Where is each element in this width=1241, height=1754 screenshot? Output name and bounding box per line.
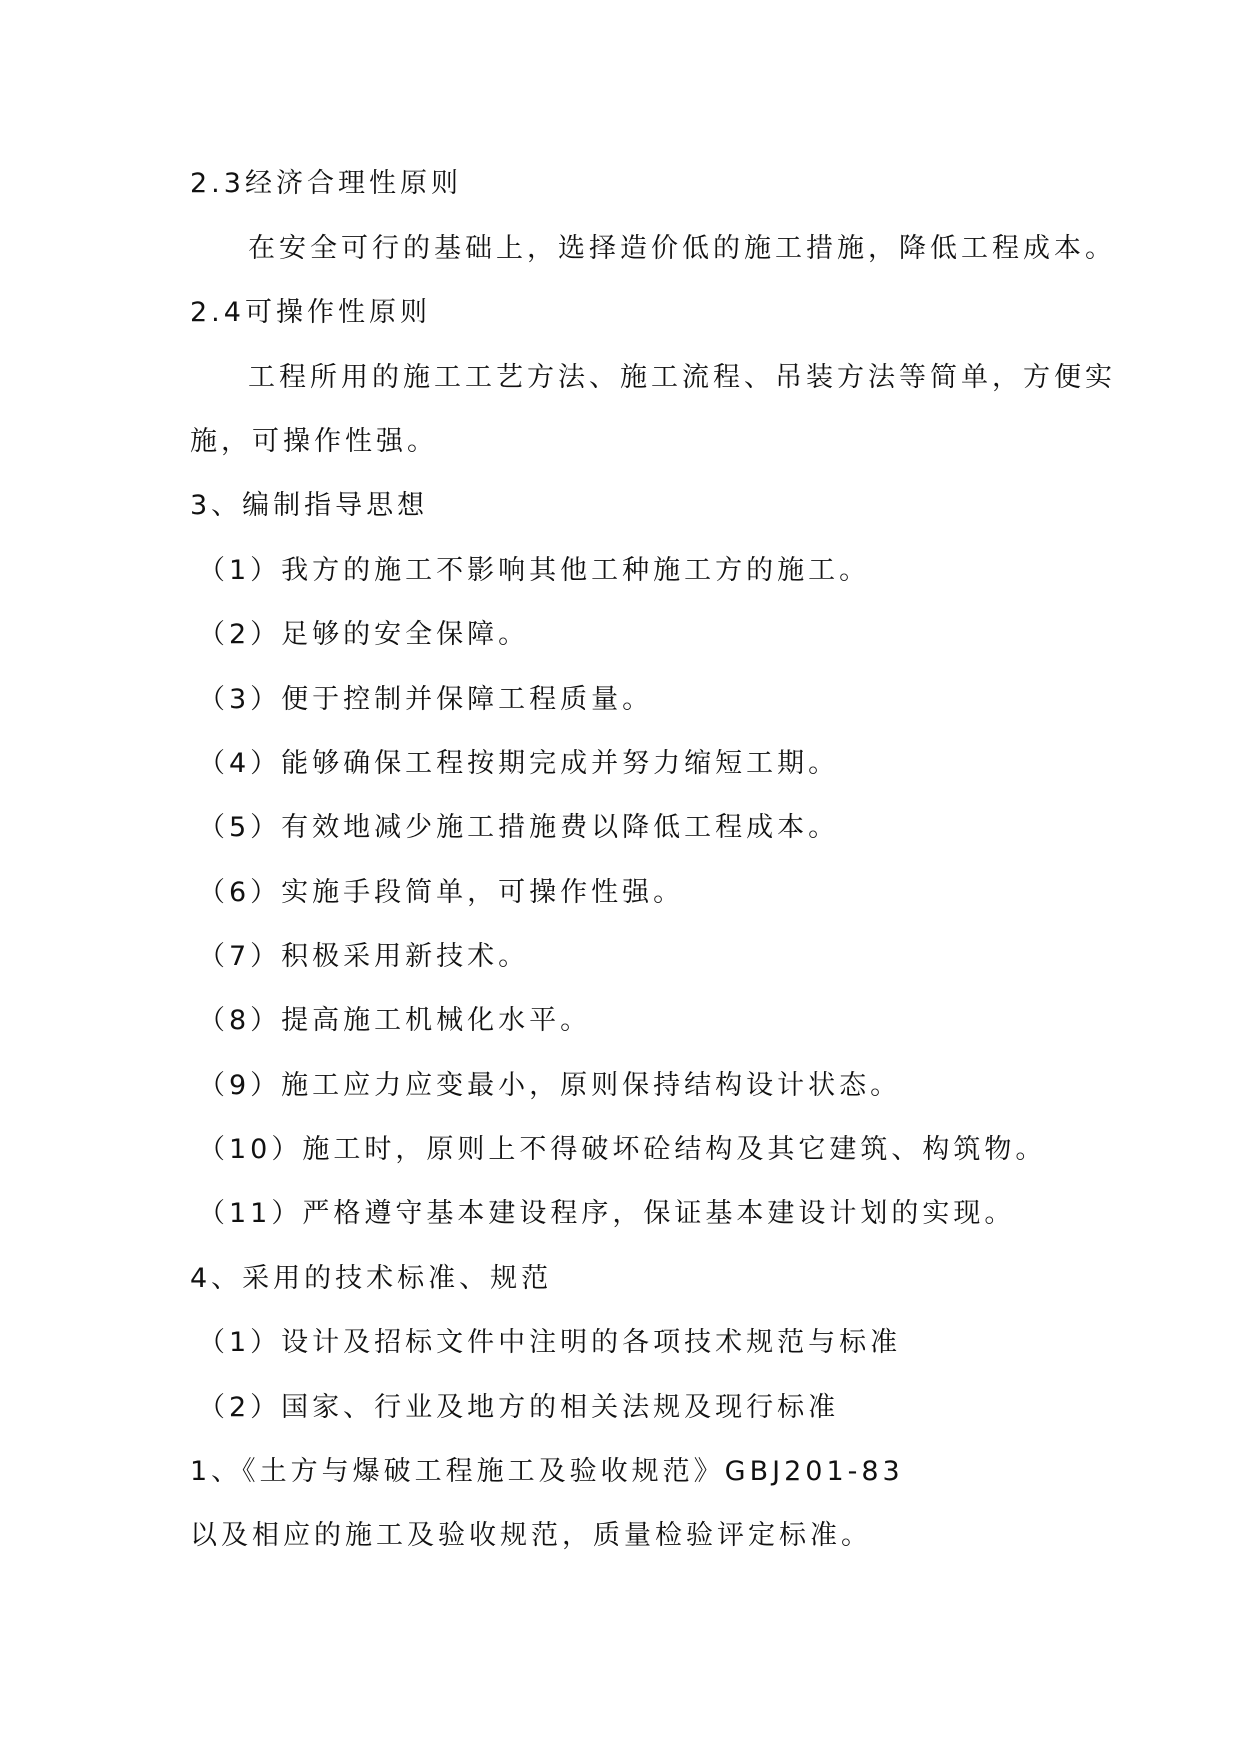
paragraph-2-4-line-2: 施，可操作性强。 bbox=[190, 426, 438, 457]
list-item: （8）提高施工机械化水平。 bbox=[198, 1005, 592, 1036]
list-item: （1）我方的施工不影响其他工种施工方的施工。 bbox=[198, 555, 871, 586]
list-item: （5）有效地减少施工措施费以降低工程成本。 bbox=[198, 812, 840, 843]
closing-paragraph: 以及相应的施工及验收规范，质量检验评定标准。 bbox=[190, 1520, 872, 1551]
section-heading-3: 3、编制指导思想 bbox=[190, 490, 429, 521]
standard-reference-1: 1、《土方与爆破工程施工及验收规范》GBJ201-83 bbox=[190, 1456, 904, 1487]
list-item: （11）严格遵守基本建设程序，保证基本建设计划的实现。 bbox=[198, 1198, 1016, 1229]
list-item: （4）能够确保工程按期完成并努力缩短工期。 bbox=[198, 748, 840, 779]
list-item: （10）施工时，原则上不得破坏砼结构及其它建筑、构筑物。 bbox=[198, 1134, 1047, 1165]
list-item: （9）施工应力应变最小，原则保持结构设计状态。 bbox=[198, 1070, 902, 1101]
paragraph-2-4-line-1: 工程所用的施工工艺方法、施工流程、吊装方法等简单，方便实 bbox=[248, 362, 1116, 393]
section-heading-4: 4、采用的技术标准、规范 bbox=[190, 1263, 553, 1294]
list-item: （3）便于控制并保障工程质量。 bbox=[198, 684, 654, 715]
list-item: （1）设计及招标文件中注明的各项技术规范与标准 bbox=[198, 1327, 902, 1358]
list-item: （2）足够的安全保障。 bbox=[198, 619, 530, 650]
section-heading-2-4: 2.4可操作性原则 bbox=[190, 297, 431, 328]
list-item: （7）积极采用新技术。 bbox=[198, 941, 530, 972]
paragraph-2-3: 在安全可行的基础上，选择造价低的施工措施，降低工程成本。 bbox=[248, 233, 1116, 264]
list-item: （6）实施手段简单，可操作性强。 bbox=[198, 877, 685, 908]
list-item: （2）国家、行业及地方的相关法规及现行标准 bbox=[198, 1392, 840, 1423]
section-heading-2-3: 2.3经济合理性原则 bbox=[190, 168, 462, 199]
